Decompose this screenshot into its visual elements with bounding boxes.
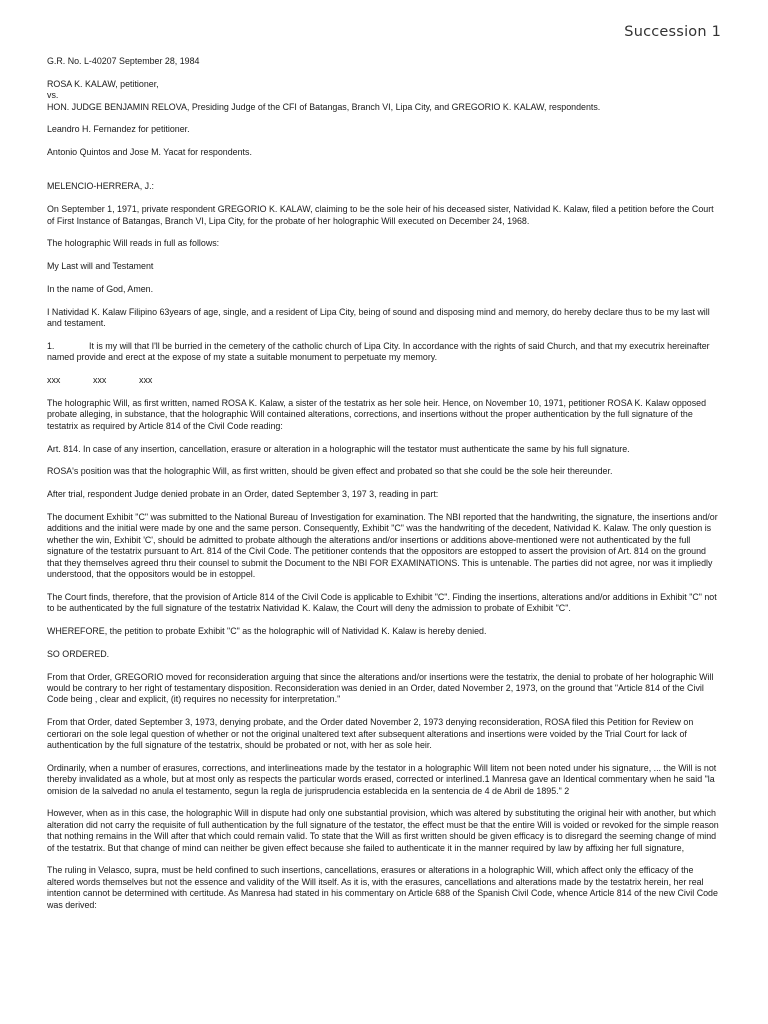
omission-mark: xxx	[139, 375, 153, 386]
respondents-line: HON. JUDGE BENJAMIN RELOVA, Presiding Judge of the CFI of Batangas, Branch VI, Lipa City, and GREGORIO K. KALAW, respondents.	[47, 101, 601, 112]
paragraph: From that Order, GREGORIO moved for reconsideration arguing that since the alterations and/or insertions were the testatrix, the denial to probate of her holographic Will would be contrary to her right of testamentary disposition. Reconsideration was denied in an Order, dated November 2, 1973, on the ground that "Article 814 of the Civil Code being , clear and explicit, (it) requires no necessity for interpretation."	[47, 671, 714, 705]
omission-mark: xxx	[93, 375, 107, 386]
paragraph: My Last will and Testament	[47, 261, 154, 272]
paragraph: After trial, respondent Judge denied probate in an Order, dated September 3, 197 3, reading in part:	[47, 489, 439, 500]
paragraph: From that Order, dated September 3, 1973, denying probate, and the Order dated November 2, 1973 denying reconsideration, ROSA filed this Petition for Review on certiorari on the sole legal question of whether or not the original unaltered text after subsequent alterations and insertions were voided by the Trial Court for lack of authentication by the full signature of the testatrix, should be probated or not, with her as sole heir.	[47, 717, 694, 751]
quoted-order: The Court finds, therefore, that the provision of Article 814 of the Civil Code is applicable to Exhibit "C". Finding the insertions, alterations and/or additions in Exhibit "C" not to be authenticated by the full signature of the testatrix Natividad K. Kalaw, the Court will deny the admission to probate of Exhibit "C".	[47, 591, 717, 614]
counsel-respondents: Antonio Quintos and Jose M. Yacat for respondents.	[47, 147, 252, 158]
petitioner-line: ROSA K. KALAW, petitioner,	[47, 78, 159, 89]
will-item	[47, 341, 723, 364]
paragraph: The holographic Will, as first written, named ROSA K. Kalaw, a sister of the testatrix as her sole heir. Hence, on November 10, 1971, petitioner ROSA K. Kalaw opposed probate alleging, in substance, that the holographic Will contained alterations, corrections, and insertions without the proper authentication by the full signature of the testatrix as required by Article 814 of the Civil Code reading:	[47, 397, 707, 431]
paragraph: Ordinarily, when a number of erasures, corrections, and interlineations made by the testator in a holographic Will litem not been noted under his signature, ... the Will is not thereby invalidated as a whole, but at most only as respects the particular words erased, corrected or interlined.1 Manresa gave an Identical commentary when he said "la omision de la salvedad no anula el testamento, segun la regla de jurisprudencia establecida en la sentencia de 4 de Abril de 1895." 2	[47, 762, 717, 796]
quoted-order: SO ORDERED.	[47, 648, 110, 659]
paragraph: However, when as in this case, the holographic Will in dispute had only one substantial provision, which was altered by substituting the original heir with another, but which alteration did not carry the requisite of full authentication by the full signature of the testator, the effect must be that the entire Will is voided or revoked for the simple reason that nothing remains in the Will after that which could remain valid. To state that the Will as first written should be given efficacy is to disregard the seeming change of mind of the testatrix. But that change of mind can neither be given effect because she failed to authenticate it in the manner required by law by affixing her full signature,	[47, 808, 719, 853]
item-text: It is my will that I'll be burried in the cemetery of the catholic church of Lipa City. In accordance with the rights of said Church, and that my executrix hereinafter named provide and erect at the expose of my state a suitable monument to perpetuate my memory.	[47, 340, 710, 363]
ponente: MELENCIO-HERRERA, J.:	[47, 181, 155, 192]
omission-marks	[47, 375, 723, 386]
paragraph: The holographic Will reads in full as follows:	[47, 238, 220, 249]
case-citation: G.R. No. L-40207 September 28, 1984	[47, 56, 200, 66]
quoted-article: Art. 814. In case of any insertion, cancellation, erasure or alteration in a holographic will the testator must authenticate the same by his full signature.	[47, 443, 630, 454]
quoted-order: WHEREFORE, the petition to probate Exhibit "C" as the holographic will of Natividad K. Kalaw is hereby denied.	[47, 626, 487, 637]
omission-mark: xxx	[47, 375, 61, 386]
paragraph: On September 1, 1971, private respondent GREGORIO K. KALAW, claiming to be the sole heir of his deceased sister, Natividad K. Kalaw, filed a petition before the Court of First Instance of Batangas, Branch VI, Lipa City, for the probate of her holographic Will executed on December 24, 1968.	[47, 204, 714, 226]
paragraph: The ruling in Velasco, supra, must be held confined to such insertions, cancellations, erasures or alterations in a holographic Will, which affect only the efficacy of the altered words themselves but not the essence and validity of the Will itself. As it is, with the erasures, cancellations and alterations made by the testatrix herein, her real intention cannot be determined with certitude. As Manresa had stated in his commentary on Article 688 of the Spanish Civil Code, whence Article 814 of the new Civil Code was derived:	[47, 865, 718, 910]
versus-line: vs.	[47, 90, 59, 101]
counsel-petitioner: Leandro H. Fernandez for petitioner.	[47, 124, 190, 135]
page-header: Succession 1	[624, 24, 721, 40]
paragraph: In the name of God, Amen.	[47, 283, 154, 294]
quoted-order: The document Exhibit "C" was submitted to the National Bureau of Investigation for examination. The NBI reported that the handwriting, the signature, the insertions and/or additions and the initial were made by one and the same person. Consequently, Exhibit "C" was the handwriting of the decedent, Natividad K. Kalaw. The only question is whether the win, Exhibit 'C', should be admitted to probate although the alterations and/or insertions or additions above-mentioned were not authenticated by the full signature of the testatrix pursuant to Art. 814 of the Civil Code. The petitioner contends that the oppositors are estopped to assert the provision of Art. 814 on the ground that they themselves agreed thru their counsel to submit the Document to the NBI FOR EXAMINATIONS. This is untenable. The parties did not agree, nor was it impliedly understood, that the oppositors would be in estoppel.	[47, 511, 718, 580]
document-body	[47, 56, 723, 922]
paragraph: I Natividad K. Kalaw Filipino 63years of age, single, and a resident of Lipa City, being of sound and disposing mind and memory, do hereby declare thus to be my last will and testament.	[47, 306, 710, 329]
item-number: 1.	[47, 340, 55, 351]
paragraph: ROSA's position was that the holographic Will, as first written, should be given effect and probated so that she could be the sole heir thereunder.	[47, 466, 613, 477]
